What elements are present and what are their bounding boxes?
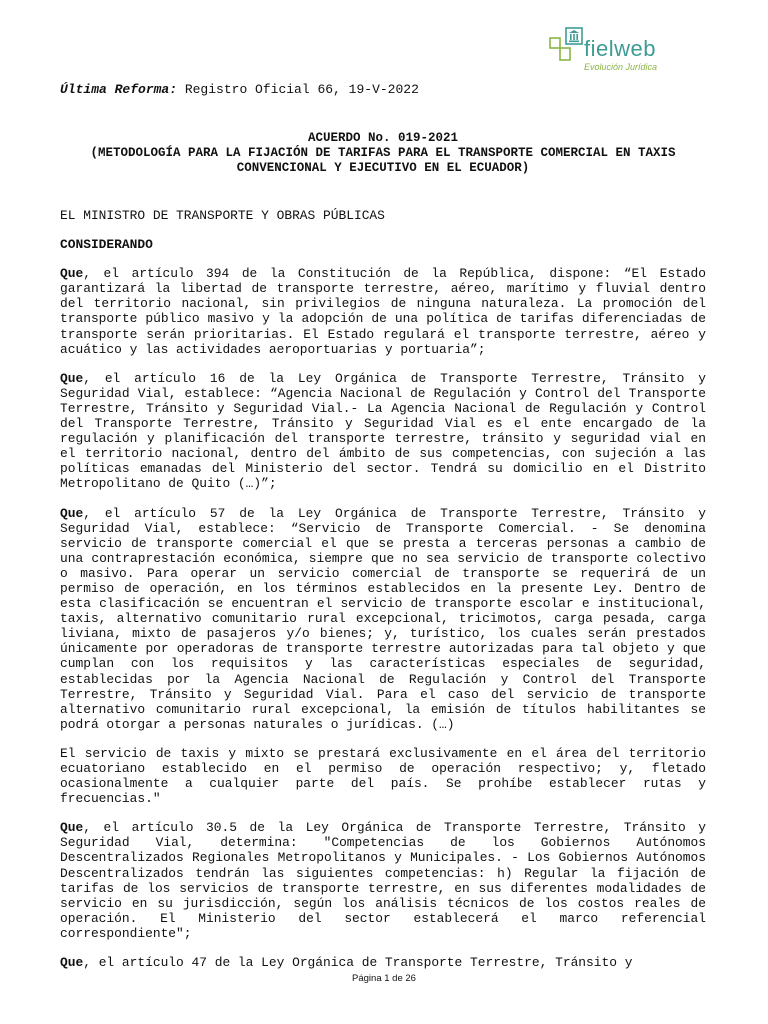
logo-tagline: Evolución Jurídica <box>584 62 658 72</box>
paragraph-que-3: Que, el artículo 57 de la Ley Orgánica de Transporte Terrestre, Tránsito y Seguridad Vial, establece: “Servicio de Transporte Comercial. - Se denomina servicio de transporte comercial el que se presta a terceras personas a cambio de una contraprestación económica, siempre que no sea servicio de transporte colectivo o masivo. Para operar un servicio comercial de transporte se requerirá de un permiso de operación, en los términos establecidos en la presente Ley. Dentro de esta clasificación se encuentran el servicio de transporte escolar e institucional, taxis, alternativo comunitario rural excepcional, tricimotos, carga pesada, carga liviana, mixto de pasajeros y/o bienes; y, turístico, los cuales serán prestados únicamente por operadoras de transporte terrestre autorizadas para tal objeto y que cumplan con los requisitos y las características especiales de seguridad, establecidas por la Agencia Nacional de Regulación y Control del Transporte Terrestre, Tránsito y Seguridad Vial. Para el caso del servicio de transporte alternativo comunitario rural excepcional, la emisión de títulos habilitantes se podrá otorgar a personas naturales o jurídicas. (…) <box>60 505 706 732</box>
document-header <box>60 131 706 176</box>
paragraph-que-2: Que, el artículo 16 de la Ley Orgánica de Transporte Terrestre, Tránsito y Seguridad Vial, establece: “Agencia Nacional de Regulación y Control del Transporte Terrestre, Tránsito y Seguridad Vial.- La Agencia Nacional de Regulación y Control del Transporte Terrestre, Tránsito y Seguridad Vial es el ente encargado de la regulación y planificación del transporte terrestre, tránsito y seguridad vial en el territorio nacional, dentro del ámbito de sus competencias, con sujeción a las políticas emanadas del Ministerio del sector. Tendrá su domicilio en el Distrito Metropolitano de Quito (…)”; <box>60 370 706 492</box>
paragraph-taxi-service: El servicio de taxis y mixto se prestará exclusivamente en el área del territorio ecuatoriano establecido en el permiso de operación respectivo; y, fletado ocasionalmente a cualquier parte del país. Se prohíbe establecer rutas y frecuencias." <box>60 745 706 807</box>
agreement-number: ACUERDO No. 019-2021 <box>307 131 459 145</box>
logo-wordmark: fielweb <box>584 36 656 61</box>
last-reform-value: Registro Oficial 66, 19-V-2022 <box>177 82 419 97</box>
fielweb-logo <box>548 22 718 78</box>
building-columns-icon <box>548 24 588 64</box>
que-label: Que <box>60 266 84 282</box>
issuing-authority: EL MINISTRO DE TRANSPORTE Y OBRAS PÚBLICAS <box>60 208 385 223</box>
que-label: Que <box>60 370 84 386</box>
last-reform-line <box>60 82 419 97</box>
considering-heading: CONSIDERANDO <box>60 237 153 253</box>
que-label: Que <box>60 955 84 971</box>
paragraph-que-1: Que, el artículo 394 de la Constitución de la República, dispone: “El Estado garantizará la libertad de transporte terrestre, aéreo, marítimo y fluvial dentro del territorio nacional, sin privilegios de ninguna naturaleza. La promoción del transporte público masivo y la adopción de una política de tarifas diferenciadas de transporte serán prioritarias. El Estado regulará el transporte terrestre, aéreo y acuático y las actividades aeroportuarias y portuaria”; <box>60 266 706 357</box>
paragraph-que-5: Que, el artículo 47 de la Ley Orgánica de Transporte Terrestre, Tránsito y <box>60 955 633 971</box>
paragraph-que-4: Que, el artículo 30.5 de la Ley Orgánica de Transporte Terrestre, Tránsito y Seguridad Vial, determina: "Competencias de los Gobiernos Autónomos Descentralizados Regionales Metropolitanos y Municipales. - Los Gobiernos Autónomos Descentralizados tendrán las siguientes competencias: h) Regular la fijación de tarifas de los servicios de transporte terrestre, en sus diferentes modalidades de servicio en su jurisdicción, según los análisis técnicos de los costos reales de operación. El Ministerio del sector establecerá el marco referencial correspondiente"; <box>60 820 706 941</box>
que-label: Que <box>60 820 84 836</box>
page-number: Página 1 de 26 <box>352 973 416 984</box>
last-reform-label: Última Reforma: <box>60 82 178 97</box>
agreement-title: (METODOLOGÍA PARA LA FIJACIÓN DE TARIFAS PARA EL TRANSPORTE COMERCIAL EN TAXIS CONVENCIONAL Y EJECUTIVO EN EL ECUADOR) <box>90 146 676 175</box>
document-body <box>60 208 706 984</box>
que-label: Que <box>60 505 84 521</box>
